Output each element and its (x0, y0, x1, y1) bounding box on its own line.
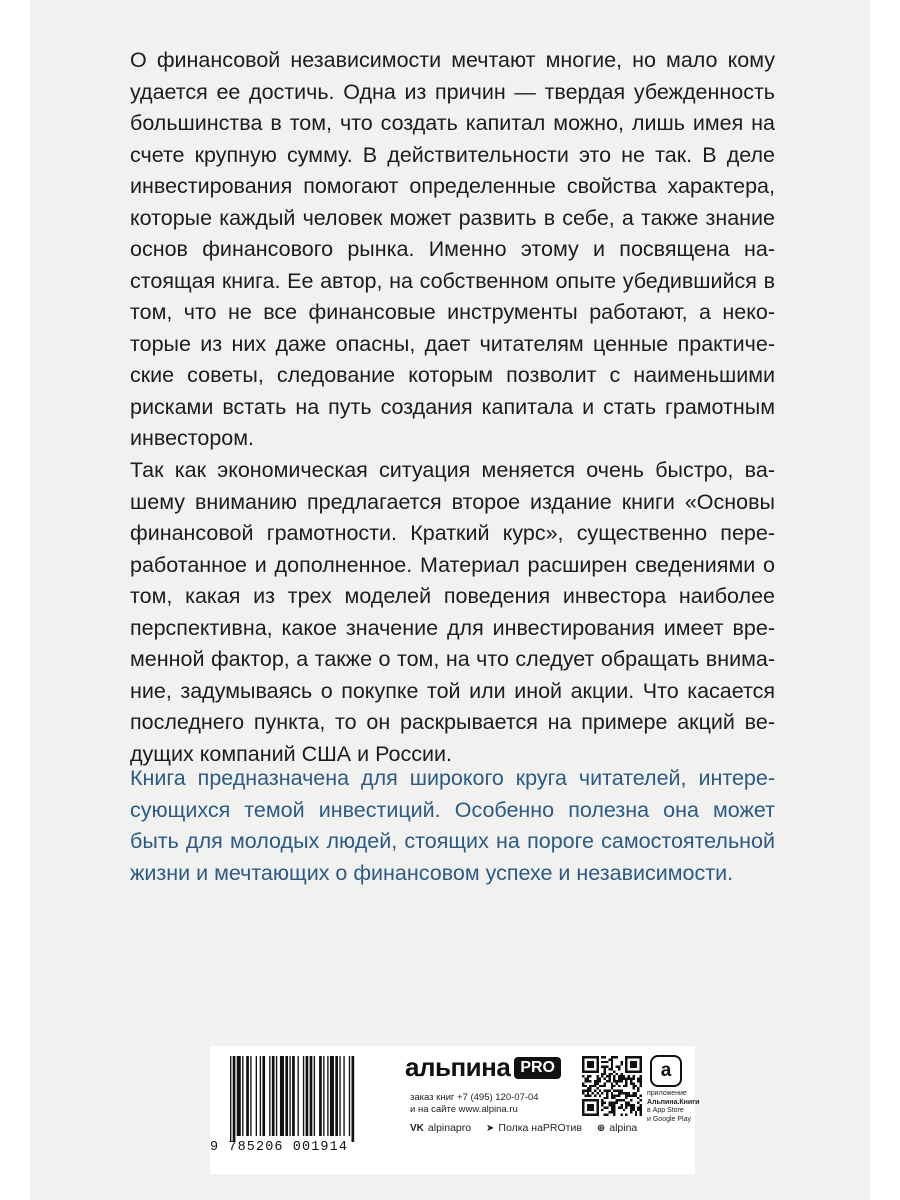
barcode-bar (237, 1056, 241, 1136)
qr-module (637, 1087, 639, 1089)
app-name: Альпина.Книги (647, 1098, 700, 1106)
qr-module (587, 1078, 589, 1080)
barcode-bar (262, 1056, 265, 1136)
qr-module (632, 1087, 634, 1089)
qr-module (616, 1082, 618, 1084)
qr-module (584, 1080, 586, 1082)
qr-module (582, 1075, 584, 1077)
qr-module (637, 1106, 639, 1108)
qr-module (630, 1080, 632, 1082)
qr-module (596, 1078, 598, 1080)
qr-module (630, 1106, 632, 1108)
qr-module (601, 1061, 603, 1063)
qr-module (613, 1106, 615, 1108)
qr-module (613, 1080, 615, 1082)
qr-module (623, 1092, 625, 1094)
plus-circle-icon: ⊕ (596, 1123, 606, 1134)
qr-module (599, 1090, 601, 1092)
qr-module (637, 1078, 639, 1080)
qr-module (635, 1114, 637, 1116)
social-telegram (486, 1122, 582, 1134)
qr-module (601, 1102, 603, 1104)
qr-module (601, 1085, 603, 1087)
qr-module (618, 1085, 620, 1087)
barcode-bar (323, 1056, 324, 1136)
qr-module (616, 1090, 618, 1092)
barcode-bar (246, 1056, 249, 1136)
description-paragraph-2: Так как экономическая ситуация меняется очень быстро, вашему вниманию предлагается второе издание книги «Основы финансовой грамотности. Краткий курс», существенно переработанное и дополненное. Материал расширен сведениями о том, какая из трех моделей поведения инвестора наиболее перспективна, какое значение для инвестирования имеет временной фактор, а также о том, на что следует обращать внимание, задумываясь о покупке той или иной акции. Что касается последнего пункта, то он раскрывается на примере акций ведущих компаний США и России. (130, 458, 775, 766)
qr-module (599, 1078, 601, 1080)
qr-module (606, 1097, 608, 1099)
qr-finder (630, 1061, 637, 1068)
qr-module (632, 1092, 634, 1094)
qr-module (620, 1090, 622, 1092)
barcode-bar (330, 1056, 334, 1136)
qr-module (620, 1114, 622, 1116)
qr-module (613, 1090, 615, 1092)
social-label: Полка наPROтив (498, 1122, 582, 1134)
barcode-bar (298, 1056, 299, 1136)
qr-module (620, 1104, 622, 1106)
qr-module (618, 1066, 620, 1068)
qr-module (628, 1094, 630, 1096)
barcode-bar (352, 1056, 355, 1142)
qr-module (589, 1080, 591, 1082)
qr-module (606, 1094, 608, 1096)
app-line-3: в App Store (647, 1107, 684, 1114)
qr-module (604, 1070, 606, 1072)
qr-module (606, 1114, 608, 1116)
qr-module (589, 1090, 591, 1092)
qr-module (604, 1085, 606, 1087)
qr-module (601, 1099, 603, 1101)
qr-module (606, 1075, 608, 1077)
qr-module (635, 1111, 637, 1113)
qr-module (611, 1056, 613, 1058)
qr-module (606, 1090, 608, 1092)
qr-module (611, 1058, 613, 1060)
publisher-footer (210, 1046, 700, 1174)
qr-module (611, 1085, 613, 1087)
qr-module (625, 1102, 627, 1104)
qr-module (599, 1085, 601, 1087)
barcode-bar (233, 1056, 236, 1142)
social-vk (410, 1122, 471, 1134)
qr-module (632, 1109, 634, 1111)
barcode-bar (230, 1056, 231, 1142)
qr-module (618, 1078, 620, 1080)
qr-module (604, 1068, 606, 1070)
qr-module (640, 1104, 642, 1106)
qr-module (625, 1094, 627, 1096)
barcode-bar (327, 1056, 328, 1136)
qr-module (630, 1094, 632, 1096)
barcode-bar (260, 1056, 261, 1136)
barcode-bar (250, 1056, 251, 1136)
barcode-bar (256, 1056, 257, 1136)
qr-module (604, 1090, 606, 1092)
qr-module (596, 1087, 598, 1089)
qr-module (628, 1092, 630, 1094)
qr-module (620, 1106, 622, 1108)
social-label: alpinapro (427, 1122, 472, 1134)
qr-module (620, 1075, 622, 1077)
qr-module (630, 1111, 632, 1113)
qr-module (606, 1066, 608, 1068)
qr-module (632, 1082, 634, 1084)
qr-module (611, 1063, 613, 1065)
qr-module (623, 1085, 625, 1087)
social-links (410, 1122, 695, 1134)
qr-module (608, 1075, 610, 1077)
qr-module (623, 1099, 625, 1101)
qr-module (618, 1099, 620, 1101)
qr-module (604, 1061, 606, 1063)
qr-module (620, 1061, 622, 1063)
qr-module (640, 1094, 642, 1096)
qr-module (640, 1111, 642, 1113)
qr-module (637, 1109, 639, 1111)
audience-paragraph: Книга предназначена для широкого круга читателей, интересующихся темой инвестиций. Особенно полезна она может быть для молодых людей, стоящих на пороге самостоятельной жизни и мечтающих о финансовом успехе и независимости. (130, 766, 775, 885)
app-info (647, 1090, 700, 1124)
qr-module (616, 1066, 618, 1068)
qr-module (632, 1085, 634, 1087)
barcode-bar (303, 1056, 304, 1136)
qr-module (611, 1111, 613, 1113)
qr-module (630, 1078, 632, 1080)
qr-module (589, 1087, 591, 1089)
qr-module (616, 1102, 618, 1104)
qr-module (596, 1080, 598, 1082)
qr-module (628, 1075, 630, 1077)
qr-module (601, 1056, 603, 1058)
qr-module (620, 1092, 622, 1094)
qr-module (594, 1080, 596, 1082)
qr-module (620, 1063, 622, 1065)
qr-module (637, 1090, 639, 1092)
qr-module (611, 1106, 613, 1108)
qr-module (604, 1082, 606, 1084)
qr-module (618, 1094, 620, 1096)
qr-module (592, 1085, 594, 1087)
qr-module (608, 1080, 610, 1082)
qr-module (613, 1078, 615, 1080)
vk-icon: VK (410, 1123, 424, 1134)
qr-module (582, 1085, 584, 1087)
app-logo-icon: a (650, 1055, 682, 1087)
qr-module (611, 1102, 613, 1104)
social-alpina (597, 1122, 637, 1134)
qr-module (601, 1073, 603, 1075)
qr-module (613, 1102, 615, 1104)
qr-module (613, 1097, 615, 1099)
qr-module (625, 1085, 627, 1087)
qr-module (618, 1092, 620, 1094)
qr-module (608, 1102, 610, 1104)
qr-module (608, 1073, 610, 1075)
qr-module (625, 1092, 627, 1094)
qr-module (630, 1104, 632, 1106)
qr-module (630, 1099, 632, 1101)
qr-module (594, 1085, 596, 1087)
qr-module (620, 1078, 622, 1080)
qr-module (611, 1061, 613, 1063)
qr-module (604, 1097, 606, 1099)
brand-name: альпина (405, 1052, 511, 1082)
qr-module (630, 1109, 632, 1111)
qr-module (608, 1068, 610, 1070)
brand-badge: PRO (514, 1057, 561, 1079)
barcode-bar (343, 1056, 344, 1136)
isbn-digits: 9 785206 001914 (210, 1140, 349, 1155)
qr-module (628, 1104, 630, 1106)
qr-module (611, 1094, 613, 1096)
qr-module (630, 1082, 632, 1084)
qr-module (587, 1092, 589, 1094)
qr-module (640, 1080, 642, 1082)
barcode-bar (335, 1056, 338, 1136)
qr-module (640, 1085, 642, 1087)
qr-module (584, 1078, 586, 1080)
qr-module (618, 1068, 620, 1070)
publisher-logo (405, 1052, 561, 1083)
qr-module (611, 1087, 613, 1089)
qr-module (632, 1075, 634, 1077)
qr-module (625, 1106, 627, 1108)
qr-module (613, 1094, 615, 1096)
qr-module (618, 1080, 620, 1082)
qr-module (632, 1104, 634, 1106)
qr-module (592, 1092, 594, 1094)
qr-module (606, 1106, 608, 1108)
qr-module (623, 1075, 625, 1077)
qr-module (637, 1080, 639, 1082)
qr-module (589, 1085, 591, 1087)
qr-module (613, 1075, 615, 1077)
qr-module (625, 1114, 627, 1116)
qr-module (596, 1092, 598, 1094)
qr-module (604, 1078, 606, 1080)
qr-module (613, 1104, 615, 1106)
qr-module (611, 1092, 613, 1094)
qr-code (582, 1056, 642, 1121)
qr-module (604, 1056, 606, 1058)
qr-module (606, 1092, 608, 1094)
qr-module (640, 1099, 642, 1101)
qr-module (611, 1104, 613, 1106)
qr-module (604, 1106, 606, 1108)
qr-module (637, 1097, 639, 1099)
qr-module (620, 1073, 622, 1075)
barcode-bar (314, 1056, 315, 1136)
qr-module (601, 1092, 603, 1094)
order-phone: заказ книг +7 (495) 120-07-04 (410, 1092, 539, 1103)
barcode-bar (339, 1056, 340, 1136)
qr-module (611, 1066, 613, 1068)
app-line-4: и Google Play (647, 1115, 691, 1123)
qr-module (611, 1109, 613, 1111)
qr-module (584, 1090, 586, 1092)
qr-module (604, 1066, 606, 1068)
qr-module (611, 1082, 613, 1084)
qr-module (640, 1114, 642, 1116)
qr-module (594, 1090, 596, 1092)
qr-module (625, 1097, 627, 1099)
qr-module (606, 1080, 608, 1082)
qr-module (601, 1075, 603, 1077)
qr-module (632, 1106, 634, 1108)
qr-module (594, 1094, 596, 1096)
qr-module (599, 1080, 601, 1082)
qr-module (601, 1066, 603, 1068)
qr-module (606, 1061, 608, 1063)
qr-module (635, 1094, 637, 1096)
qr-module (596, 1082, 598, 1084)
barcode-bar (280, 1056, 284, 1136)
qr-module (611, 1097, 613, 1099)
qr-module (625, 1080, 627, 1082)
qr-module (635, 1085, 637, 1087)
qr-module (640, 1075, 642, 1077)
social-label: alpina (609, 1122, 638, 1134)
qr-module (637, 1102, 639, 1104)
qr-module (582, 1090, 584, 1092)
barcode-bar (269, 1056, 270, 1136)
qr-finder (587, 1061, 594, 1068)
qr-module (604, 1102, 606, 1104)
qr-module (587, 1080, 589, 1082)
barcode-bar (276, 1056, 277, 1136)
qr-module (613, 1070, 615, 1072)
qr-module (613, 1111, 615, 1113)
barcode-bar (292, 1056, 295, 1136)
qr-module (587, 1094, 589, 1096)
qr-module (608, 1078, 610, 1080)
qr-module (604, 1073, 606, 1075)
qr-finder (587, 1104, 594, 1111)
qr-module (623, 1078, 625, 1080)
qr-module (582, 1082, 584, 1084)
website-line: и на сайте www.alpina.ru (410, 1104, 518, 1115)
qr-module (616, 1094, 618, 1096)
qr-module (594, 1082, 596, 1084)
qr-module (616, 1073, 618, 1075)
qr-module (613, 1085, 615, 1087)
barcode-bar (272, 1056, 275, 1136)
qr-module (620, 1099, 622, 1101)
qr-module (632, 1094, 634, 1096)
qr-module (613, 1109, 615, 1111)
barcode-bar (310, 1056, 313, 1136)
qr-module (618, 1090, 620, 1092)
qr-module (625, 1078, 627, 1080)
qr-module (611, 1073, 613, 1075)
qr-module (613, 1114, 615, 1116)
barcode-bar (319, 1056, 322, 1136)
qr-module (613, 1056, 615, 1058)
qr-module (640, 1106, 642, 1108)
qr-module (589, 1075, 591, 1077)
qr-module (608, 1090, 610, 1092)
qr-module (625, 1082, 627, 1084)
qr-module (640, 1109, 642, 1111)
qr-module (601, 1109, 603, 1111)
qr-module (618, 1106, 620, 1108)
barcode-bar (289, 1056, 290, 1136)
qr-module (601, 1104, 603, 1106)
qr-module (584, 1085, 586, 1087)
barcode-bar (349, 1056, 350, 1136)
qr-module (584, 1094, 586, 1096)
qr-module (604, 1114, 606, 1116)
qr-module (582, 1092, 584, 1094)
qr-module (599, 1094, 601, 1096)
qr-module (618, 1075, 620, 1077)
qr-module (611, 1068, 613, 1070)
qr-module (608, 1058, 610, 1060)
qr-module (616, 1099, 618, 1101)
qr-module (628, 1102, 630, 1104)
qr-module (628, 1078, 630, 1080)
qr-module (608, 1104, 610, 1106)
qr-module (616, 1080, 618, 1082)
app-line-1: приложение (647, 1090, 687, 1097)
qr-module (616, 1056, 618, 1058)
telegram-icon: ➤ (486, 1123, 495, 1134)
qr-module (587, 1087, 589, 1089)
description-paragraph-1: О финансовой независимости мечтают многие, но мало кому удается ее достичь. Одна из причин — твердая убежденность большинства в том, что создать капитал можно, лишь имея на счете крупную сумму. В действительности это не так. В деле инвестирования помогают определенные свойства характера, которые каждый человек может развить в себе, а также знание основ финансового рынка. Именно этому и посвящена настоящая книга. Ее автор, на собственном опыте убедившийся в том, что не все финансовые инструменты работают, а некоторые из них даже опасны, дает читателям ценные практические советы, следование которым позволит с наименьшими рисками встать на путь создания капитала и стать грамотным инвестором. (130, 48, 775, 450)
qr-module (640, 1082, 642, 1084)
qr-module (625, 1104, 627, 1106)
qr-module (620, 1080, 622, 1082)
contact-info (410, 1092, 580, 1116)
qr-module (632, 1078, 634, 1080)
qr-module (635, 1092, 637, 1094)
qr-module (596, 1075, 598, 1077)
qr-module (623, 1109, 625, 1111)
qr-module (640, 1078, 642, 1080)
qr-module (608, 1111, 610, 1113)
barcode-bar (306, 1056, 309, 1136)
qr-module (589, 1094, 591, 1096)
barcode-bar (242, 1056, 243, 1136)
qr-module (587, 1090, 589, 1092)
barcode-bar (285, 1056, 288, 1136)
qr-module (587, 1075, 589, 1077)
